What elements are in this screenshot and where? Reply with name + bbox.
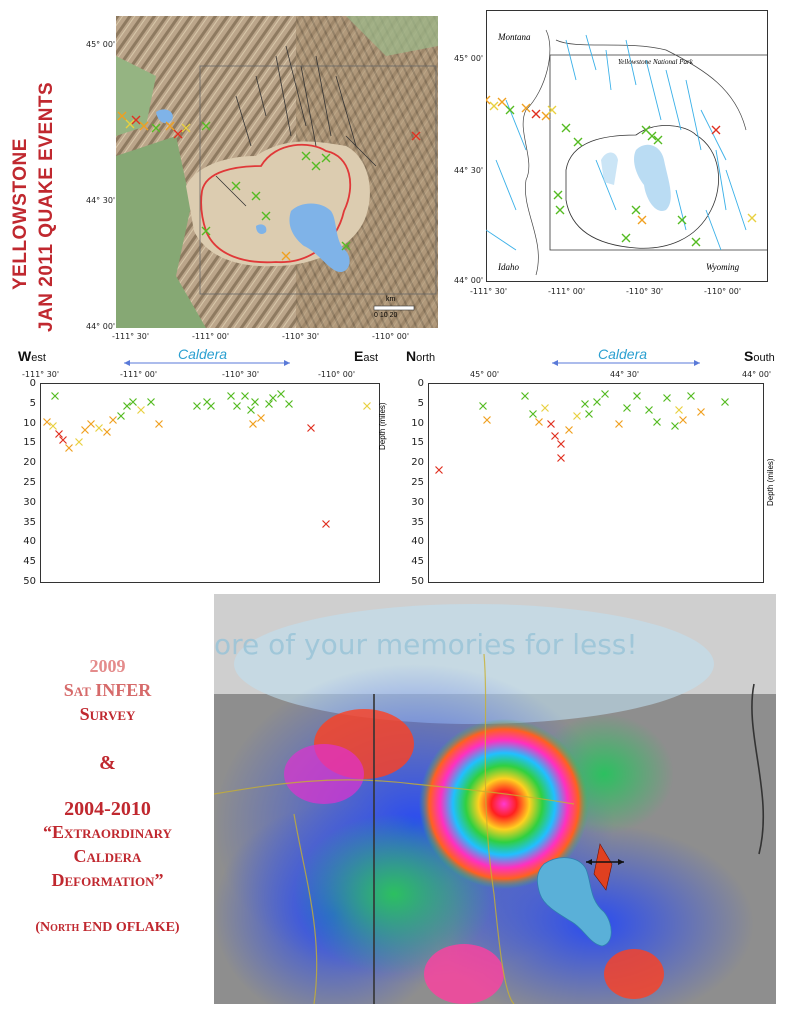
- ns-axis-2: 44° 30': [610, 370, 640, 379]
- quake-marker: [234, 403, 241, 410]
- quake-marker: [286, 401, 293, 408]
- quake-marker: [104, 429, 111, 436]
- quake-marker: [138, 407, 145, 414]
- quake-marker: [258, 415, 265, 422]
- relief-map-graphic: [116, 16, 438, 328]
- depth-tick: 15: [411, 437, 424, 449]
- ns-depth-label: Depth (miles): [766, 458, 775, 506]
- depth-tick: 0: [417, 378, 424, 389]
- depth-tick: 5: [417, 397, 424, 409]
- watermark-text: ore of your memories for less!: [214, 628, 638, 661]
- quake-marker: [574, 413, 581, 420]
- quake-marker: [688, 393, 695, 400]
- right-map-lon-3: -110° 30': [626, 287, 664, 296]
- depth-tick: 35: [23, 516, 36, 528]
- fault-map-graphic: [486, 10, 768, 282]
- quake-marker: [602, 391, 609, 398]
- quake-marker: [82, 427, 89, 434]
- quake-marker: [634, 393, 641, 400]
- quake-marker: [680, 417, 687, 424]
- left-map-lat-44: 44° 00': [86, 322, 116, 331]
- depth-tick: 35: [411, 516, 424, 528]
- quake-marker: [566, 427, 573, 434]
- scale-values: 0 10 20: [374, 312, 398, 319]
- left-map-lon-4: -110° 00': [372, 332, 410, 341]
- caldera-span-we: [122, 358, 292, 368]
- quake-marker: [266, 401, 273, 408]
- left-map-lat-4430: 44° 30': [86, 196, 116, 205]
- label-park: Yellowstone National Park: [618, 58, 693, 66]
- caldera-label-we: Caldera: [178, 346, 228, 362]
- quake-marker: [480, 403, 487, 410]
- quake-marker: [536, 419, 543, 426]
- quake-marker: [308, 425, 315, 432]
- depth-tick: 40: [411, 536, 424, 548]
- left-map-lat-45: 45° 00': [86, 40, 116, 49]
- quake-marker: [96, 425, 103, 432]
- east-label: East: [354, 348, 379, 364]
- title-line-2: JAN 2011 QUAKE EVENTS: [36, 81, 57, 332]
- quake-marker: [542, 405, 549, 412]
- depth-tick: 45: [23, 556, 36, 568]
- quake-marker: [558, 441, 565, 448]
- quake-marker: [194, 403, 201, 410]
- depth-tick: 20: [411, 457, 424, 469]
- quake-marker: [646, 407, 653, 414]
- south-label: South: [744, 348, 775, 364]
- quake-marker: [250, 421, 257, 428]
- quake-marker: [436, 467, 443, 474]
- quake-marker: [698, 409, 705, 416]
- quake-marker: [552, 433, 559, 440]
- survey-years: 2004-2010: [64, 798, 151, 820]
- survey-note: (North END OFLAKE): [35, 920, 180, 935]
- quake-marker: [364, 403, 371, 410]
- west-label: West: [18, 348, 46, 364]
- quake-marker: [228, 393, 235, 400]
- quake-marker: [44, 419, 51, 426]
- survey-q1: “Extraordinary: [43, 822, 172, 842]
- we-axis-3: -110° 30': [222, 370, 260, 379]
- we-axis-4: -110° 00': [318, 370, 356, 379]
- quake-marker: [52, 393, 59, 400]
- quake-marker: [110, 417, 117, 424]
- quake-marker: [594, 399, 601, 406]
- we-axis-2: -111° 00': [120, 370, 158, 379]
- ns-axis-1: 45° 00': [470, 370, 500, 379]
- quake-marker: [672, 423, 679, 430]
- right-map-lat-44: 44° 00': [454, 276, 484, 285]
- caldera-span-ns: [550, 358, 702, 368]
- quake-marker: [586, 411, 593, 418]
- quake-marker: [66, 445, 73, 452]
- depth-tick: 5: [29, 397, 36, 409]
- depth-tick: 45: [411, 556, 424, 568]
- survey-q2: Caldera: [73, 846, 142, 866]
- quake-marker: [484, 417, 491, 424]
- quake-marker: [616, 421, 623, 428]
- insar-deformation-image: [214, 594, 776, 1004]
- quake-marker: [88, 421, 95, 428]
- quake-marker: [676, 407, 683, 414]
- quake-marker: [130, 399, 137, 406]
- caldera-label-ns: Caldera: [598, 346, 648, 362]
- we-depth-label: Depth (miles): [378, 402, 387, 450]
- label-idaho: Idaho: [498, 262, 519, 272]
- we-section-graphic: [41, 384, 381, 584]
- ns-axis-3: 44° 00': [742, 370, 772, 379]
- scale-unit: km: [386, 296, 396, 303]
- title-line-1: YELLOWSTONE: [10, 138, 31, 290]
- depth-tick: 40: [23, 536, 36, 548]
- quake-marker: [582, 401, 589, 408]
- depth-tick: 50: [23, 576, 36, 587]
- depth-tick: 50: [411, 576, 424, 587]
- vertical-title: [6, 40, 66, 332]
- quake-marker: [548, 421, 555, 428]
- quake-marker: [76, 439, 83, 446]
- depth-tick: 25: [23, 477, 36, 488]
- quake-marker: [148, 399, 155, 406]
- quake-marker: [624, 405, 631, 412]
- right-map-lat-45: 45° 00': [454, 54, 484, 63]
- shaded-relief-map: [116, 16, 438, 328]
- quake-marker: [156, 421, 163, 428]
- fault-map: [486, 10, 768, 282]
- ns-section-plot: [428, 383, 764, 583]
- depth-tick: 30: [411, 496, 424, 508]
- we-section-plot: [40, 383, 380, 583]
- quake-marker: [558, 455, 565, 462]
- quake-marker: [60, 437, 67, 444]
- survey-line3: Survey: [79, 704, 136, 724]
- survey-amp: &: [99, 752, 116, 774]
- right-map-lon-1: -111° 30': [470, 287, 508, 296]
- quake-marker: [278, 391, 285, 398]
- we-axis-1: -111° 30': [22, 370, 60, 379]
- depth-tick: 20: [23, 457, 36, 469]
- quake-marker: [208, 403, 215, 410]
- label-wyoming: Wyoming: [706, 262, 740, 272]
- quake-marker: [118, 413, 125, 420]
- depth-tick: 30: [23, 496, 36, 508]
- quake-marker: [522, 393, 529, 400]
- quake-marker: [56, 431, 63, 438]
- survey-line2: Sat INFER: [63, 680, 152, 700]
- right-map-lat-4430: 44° 30': [454, 166, 484, 175]
- label-montana: Montana: [498, 32, 531, 42]
- quake-marker: [242, 393, 249, 400]
- quake-marker: [664, 395, 671, 402]
- ns-section-graphic: [429, 384, 765, 584]
- quake-marker: [252, 399, 259, 406]
- quake-marker: [722, 399, 729, 406]
- depth-tick: 15: [23, 437, 36, 449]
- depth-tick: 10: [411, 417, 424, 429]
- quake-marker: [654, 419, 661, 426]
- quake-marker: [50, 423, 57, 430]
- quake-marker: [124, 403, 131, 410]
- quake-marker: [248, 407, 255, 414]
- right-map-lon-4: -110° 00': [704, 287, 742, 296]
- right-map-lon-2: -111° 00': [548, 287, 586, 296]
- north-label: North: [406, 348, 436, 364]
- depth-tick: 25: [411, 477, 424, 488]
- quake-marker: [270, 395, 277, 402]
- left-map-lon-3: -110° 30': [282, 332, 320, 341]
- left-map-lon-1: -111° 30': [112, 332, 150, 341]
- survey-year: 2009: [89, 656, 126, 676]
- depth-tick: 0: [29, 378, 36, 389]
- left-map-lon-2: -111° 00': [192, 332, 230, 341]
- depth-tick: 10: [23, 417, 36, 429]
- quake-marker: [530, 411, 537, 418]
- quake-marker: [323, 521, 330, 528]
- survey-q3: Deformation”: [51, 870, 164, 890]
